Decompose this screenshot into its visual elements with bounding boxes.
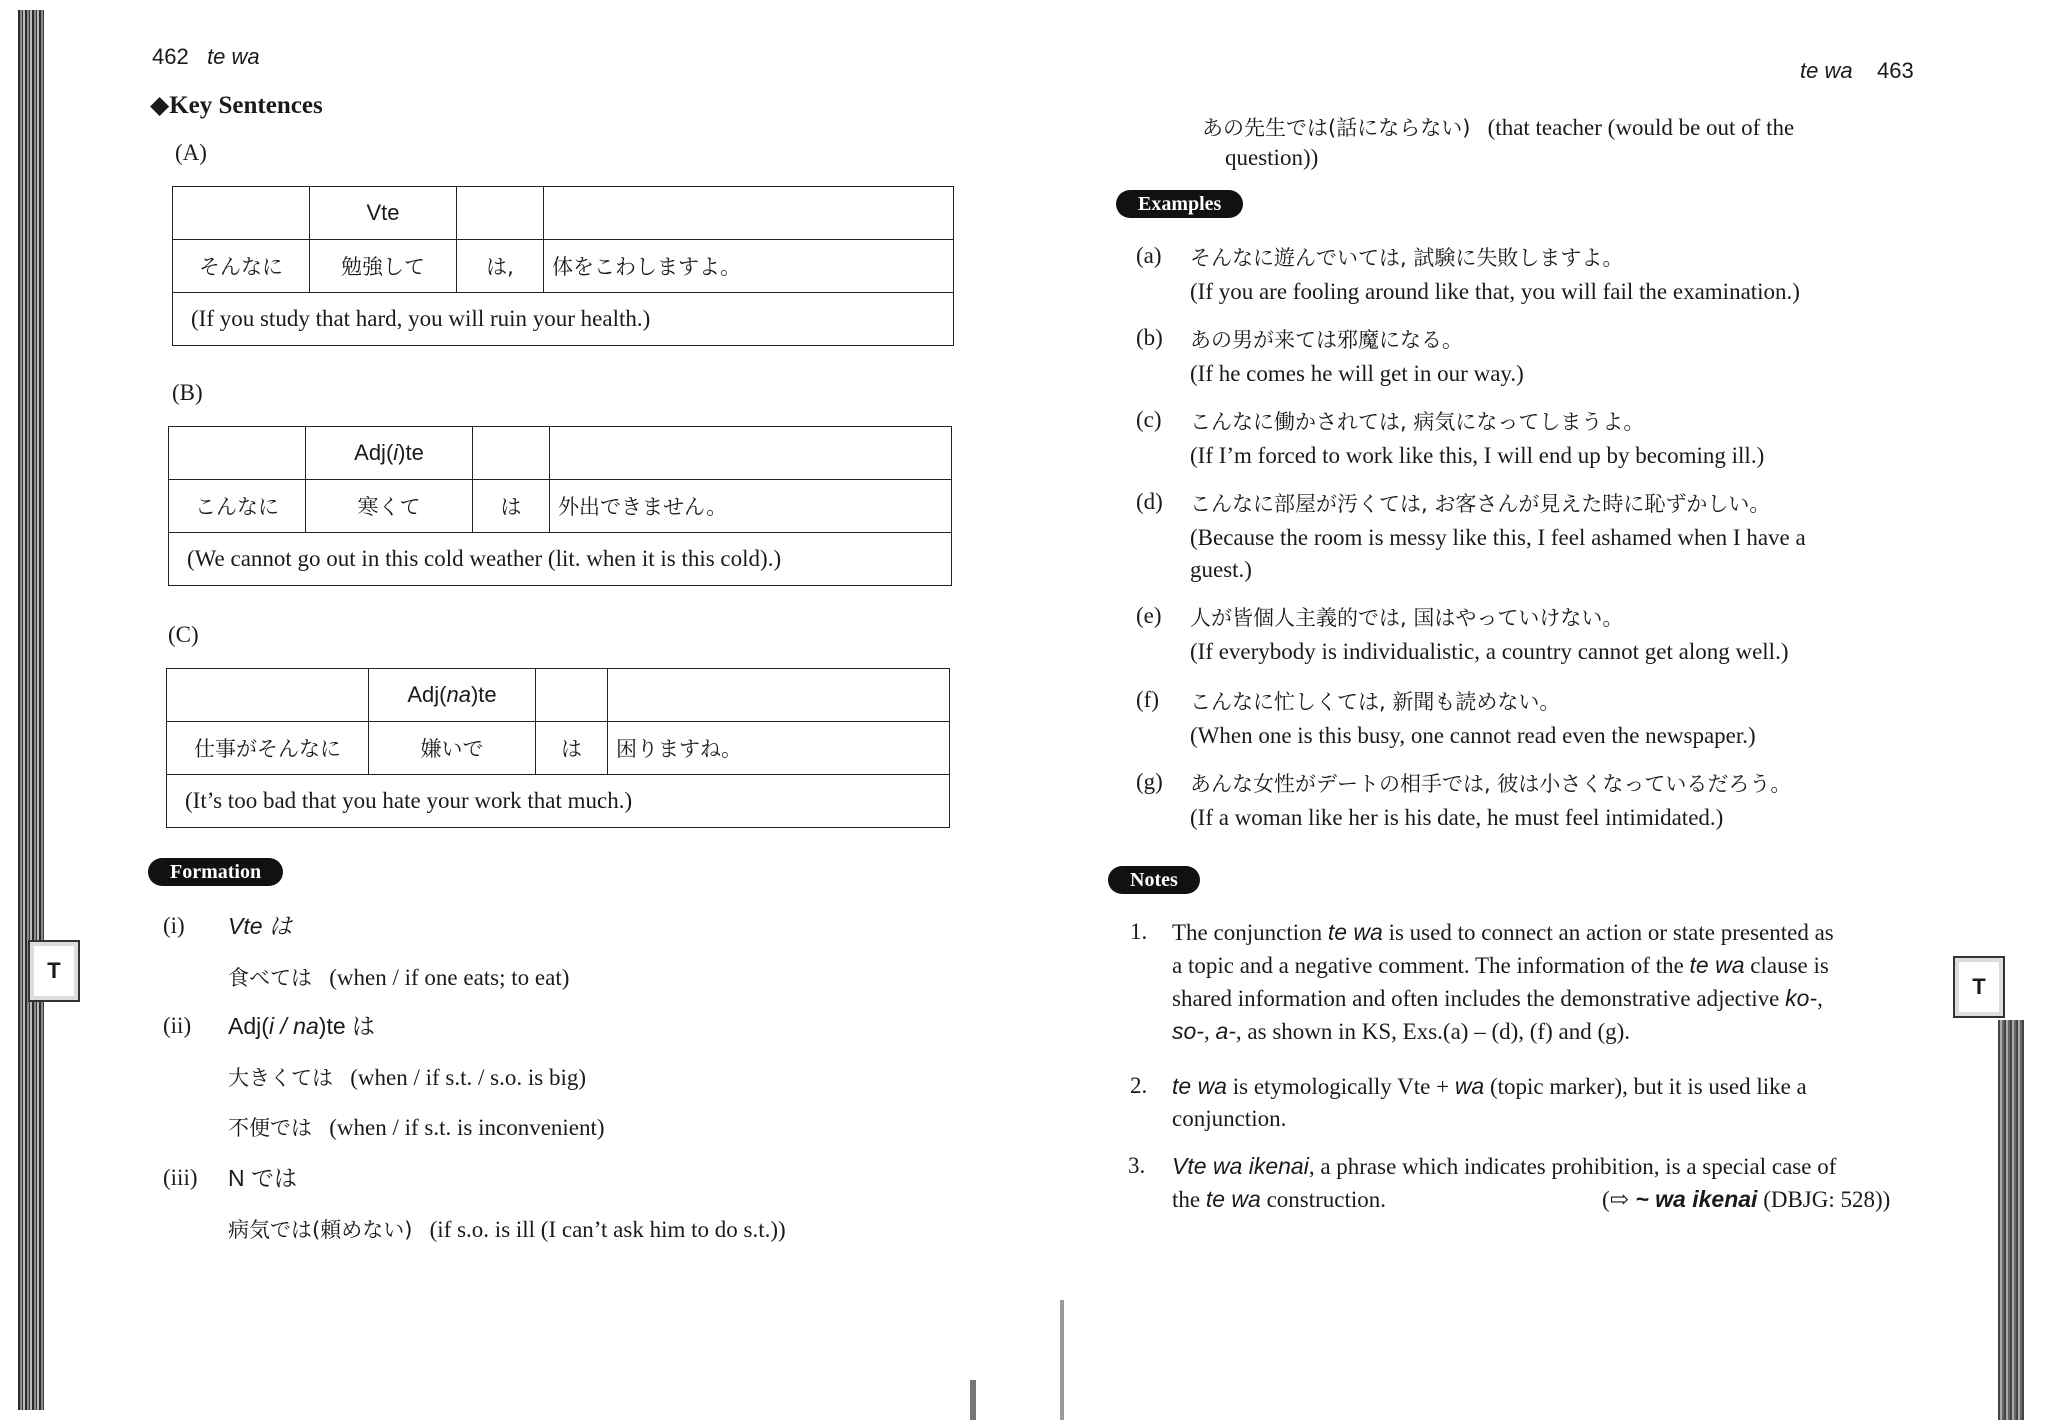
examples-list: [1136, 240, 2006, 848]
ks-c-cell-3: は: [536, 722, 608, 775]
left-page-number: 462: [152, 44, 189, 69]
ks-a-head: Vte: [310, 187, 457, 240]
ks-b-head: Adj(i)te: [306, 427, 473, 480]
note-3-number: 3.: [1128, 1153, 1146, 1178]
formation-ii-example-1: 大きくては (when / if s.t. / s.o. is big): [228, 1065, 586, 1090]
left-page: [0, 0, 1000, 1427]
ks-c-cell-4: 困りますね。: [608, 722, 950, 775]
example-f: (f) こんなに忙しくては, 新聞も読めない。 (When one is this busy, one cannot read even the newspaper.): [1136, 687, 1756, 748]
right-running-head: [1800, 58, 1914, 84]
ks-b-label: (B): [172, 380, 203, 405]
note-2: te wa is etymologically Vte + wa (topic marker), but it is used like a conjunction.: [1172, 1073, 1807, 1131]
right-page-number: 463: [1877, 58, 1914, 83]
right-page: [1060, 0, 2048, 1427]
right-running-title: te wa: [1800, 58, 1853, 83]
ks-c-cell-1: 仕事がそんなに: [167, 722, 369, 775]
formation-i-example: 食べては (when / if one eats; to eat): [228, 965, 570, 990]
ks-c-label: (C): [168, 622, 199, 647]
key-sentences-heading: ◆Key Sentences: [150, 92, 323, 119]
ks-a-cell-3: は,: [457, 240, 544, 293]
example-e: (e) 人が皆個人主義的では, 国はやっていけない。 (If everybody is individualistic, a country cannot get along well.): [1136, 603, 1789, 664]
ks-a-cell-1: そんなに: [173, 240, 310, 293]
thumb-tab-left: T: [28, 940, 80, 1002]
continued-example: あの先生では(話にならない) (that teacher (would be out of the: [1202, 115, 1795, 140]
ks-b-cell-1: こんなに: [169, 480, 306, 533]
formation-iii-example: 病気では(頼めない) (if s.o. is ill (I can’t ask him to do s.t.)): [228, 1217, 786, 1242]
ks-c-table: [166, 668, 950, 828]
ks-b-table: [168, 426, 952, 586]
ks-a-cell-2: 勉強して: [310, 240, 457, 293]
ks-b-translation: (We cannot go out in this cold weather (lit. when it is this cold).): [169, 533, 952, 586]
ks-c-cell-2: 嫌いで: [369, 722, 536, 775]
left-running-title: te wa: [207, 44, 260, 69]
left-running-head: [152, 44, 260, 70]
continued-example-line-2: question)): [1225, 145, 1319, 170]
ks-b-cell-4: 外出できません。: [550, 480, 952, 533]
example-a: (a) そんなに遊んでいては, 試験に失敗しますよ。 (If you are fooling around like that, you will fail the examination.): [1136, 243, 1800, 304]
ks-b-cell-2: 寒くて: [306, 480, 473, 533]
ks-a-translation: (If you study that hard, you will ruin your health.): [173, 293, 954, 346]
ks-c-translation: (It’s too bad that you hate your work that much.): [167, 775, 950, 828]
ks-a-label: (A): [175, 140, 207, 165]
ks-a-table: [172, 186, 954, 346]
formation-iii-head: N では: [228, 1165, 297, 1191]
formation-iii-number: (iii): [163, 1165, 198, 1190]
notes-label: Notes: [1108, 866, 1200, 894]
formation-ii-example-2: 不便では (when / if s.t. is inconvenient): [228, 1115, 605, 1140]
ks-c-head: Adj(na)te: [369, 669, 536, 722]
ks-a-cell-4: 体をこわしますよ。: [544, 240, 954, 293]
example-c: (c) こんなに働かされては, 病気になってしまうよ。 (If I’m forced to work like this, I will end up by becoming ill.): [1136, 407, 1765, 468]
formation-i-head: Vte は: [228, 913, 292, 939]
formation-ii-number: (ii): [163, 1013, 192, 1038]
note-1: The conjunction te wa is used to connect an action or state presented as a topic and a negative comment. The information of the te wa clause is shared information and often includes the demonstrative adjective ko-, so-, a-, as shown in KS, Exs.(a) – (d), (f) and (g).: [1172, 919, 1834, 1044]
cross-reference: (⇨ ~ wa ikenai (DBJG: 528)): [1602, 1186, 1891, 1212]
example-g: (g) あんな女性がデートの相手では, 彼は小さくなっているだろう。 (If a woman like her is his date, he must feel intimidated.): [1136, 769, 1792, 830]
formation-i-number: (i): [163, 913, 185, 938]
note-1-number: 1.: [1130, 919, 1148, 944]
note-3: Vte wa ikenai, a phrase which indicates prohibition, is a special case of the te wa construction. (⇨ ~ wa ikenai (DBJG: 528)): [1172, 1150, 1972, 1216]
examples-label: Examples: [1116, 190, 1243, 218]
formation-label: Formation: [148, 858, 283, 886]
formation-ii-head: Adj(i / na)te は: [228, 1013, 376, 1039]
example-b: (b) あの男が来ては邪魔になる。 (If he comes he will get in our way.): [1136, 325, 1524, 386]
note-2-number: 2.: [1130, 1073, 1148, 1098]
ks-b-cell-3: は: [473, 480, 550, 533]
example-d: (d) こんなに部屋が汚くては, お客さんが見えた時に恥ずかしい。 (Because the room is messy like this, I feel ashamed when I have a guest.): [1136, 489, 1806, 582]
thumb-tab-right: T: [1953, 956, 2005, 1018]
